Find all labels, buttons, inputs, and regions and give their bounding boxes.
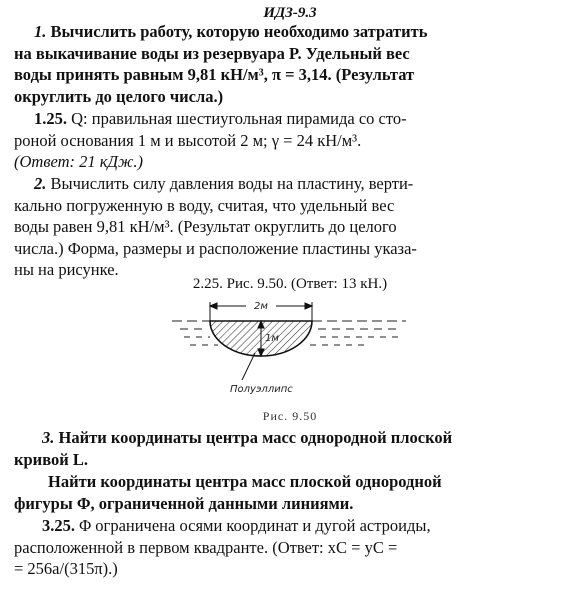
variant-3-line: расположенной в первом квадранте. (Ответ: xC = yC = <box>14 537 398 557</box>
task-3-second <box>14 471 566 514</box>
variant-1-line: Q: правильная шестиугольная пирамида со сто- <box>71 109 407 128</box>
figure-9-50 <box>170 296 410 406</box>
figure-caption: 2.25. Рис. 9.50. (Ответ: 13 кН.) <box>192 276 388 292</box>
variant-1-number: 1.25. <box>34 109 67 128</box>
variant-3-line: = 256a/(315π).) <box>14 559 118 578</box>
semi-ellipse-diagram <box>170 296 410 406</box>
variant-1-25 <box>14 108 566 173</box>
page-header: ИДЗ-9.3 <box>263 5 317 21</box>
variant-1-answer: (Ответ: 21 кДж.) <box>14 152 143 171</box>
variant-3-line: Φ ограничена осями координат и дугой астроиды, <box>79 516 431 535</box>
variant-1-line: роной основания 1 м и высотой 2 м; γ = 24 кН/м³. <box>14 130 362 150</box>
figure-label: Рис. 9.50 <box>262 409 318 423</box>
label-width: 2м <box>254 301 268 312</box>
task-1-line: воды принять равным 9,81 кН/м³, π = 3,14. (Результат <box>14 65 415 84</box>
task-3-line: фигуры Φ, ограниченной данными линиями. <box>14 493 354 513</box>
leader-line <box>242 353 255 380</box>
task-2-line: числа.) Форма, размеры и расположение пластины указа- <box>14 238 417 258</box>
task-2 <box>14 173 566 281</box>
task-3-line: Найти координаты центра масс плоской однородной <box>48 472 442 491</box>
task-2-line: воды равен 9,81 кН/м³. (Результат округлить до целого <box>14 217 397 236</box>
task-1-line: на выкачивание воды из резервуара P. Удельный вес <box>14 43 410 63</box>
task-2-line: кально погруженную в воду, считая, что удельный вес <box>14 195 395 215</box>
task-1-line: округлить до целого числа.) <box>14 86 224 106</box>
variant-3-25 <box>14 515 566 580</box>
task-2-line: ны на рисунке. <box>14 260 119 279</box>
task-1 <box>14 21 566 107</box>
task-1-number: 1. <box>34 22 47 41</box>
label-shape: Полуэллипс <box>230 384 293 395</box>
label-height: 1м <box>265 333 279 344</box>
task-3 <box>14 427 566 470</box>
task-2-line: Вычислить силу давления воды на пластину, верти- <box>50 174 414 193</box>
task-3-line: кривой L. <box>14 449 89 469</box>
task-2-number: 2. <box>34 174 47 193</box>
task-3-line: Найти координаты центра масс однородной плоской <box>58 428 453 447</box>
task-1-line: Вычислить работу, которую необходимо затратить <box>50 22 428 41</box>
task-3-number: 3. <box>42 428 55 447</box>
variant-3-number: 3.25. <box>42 516 75 535</box>
